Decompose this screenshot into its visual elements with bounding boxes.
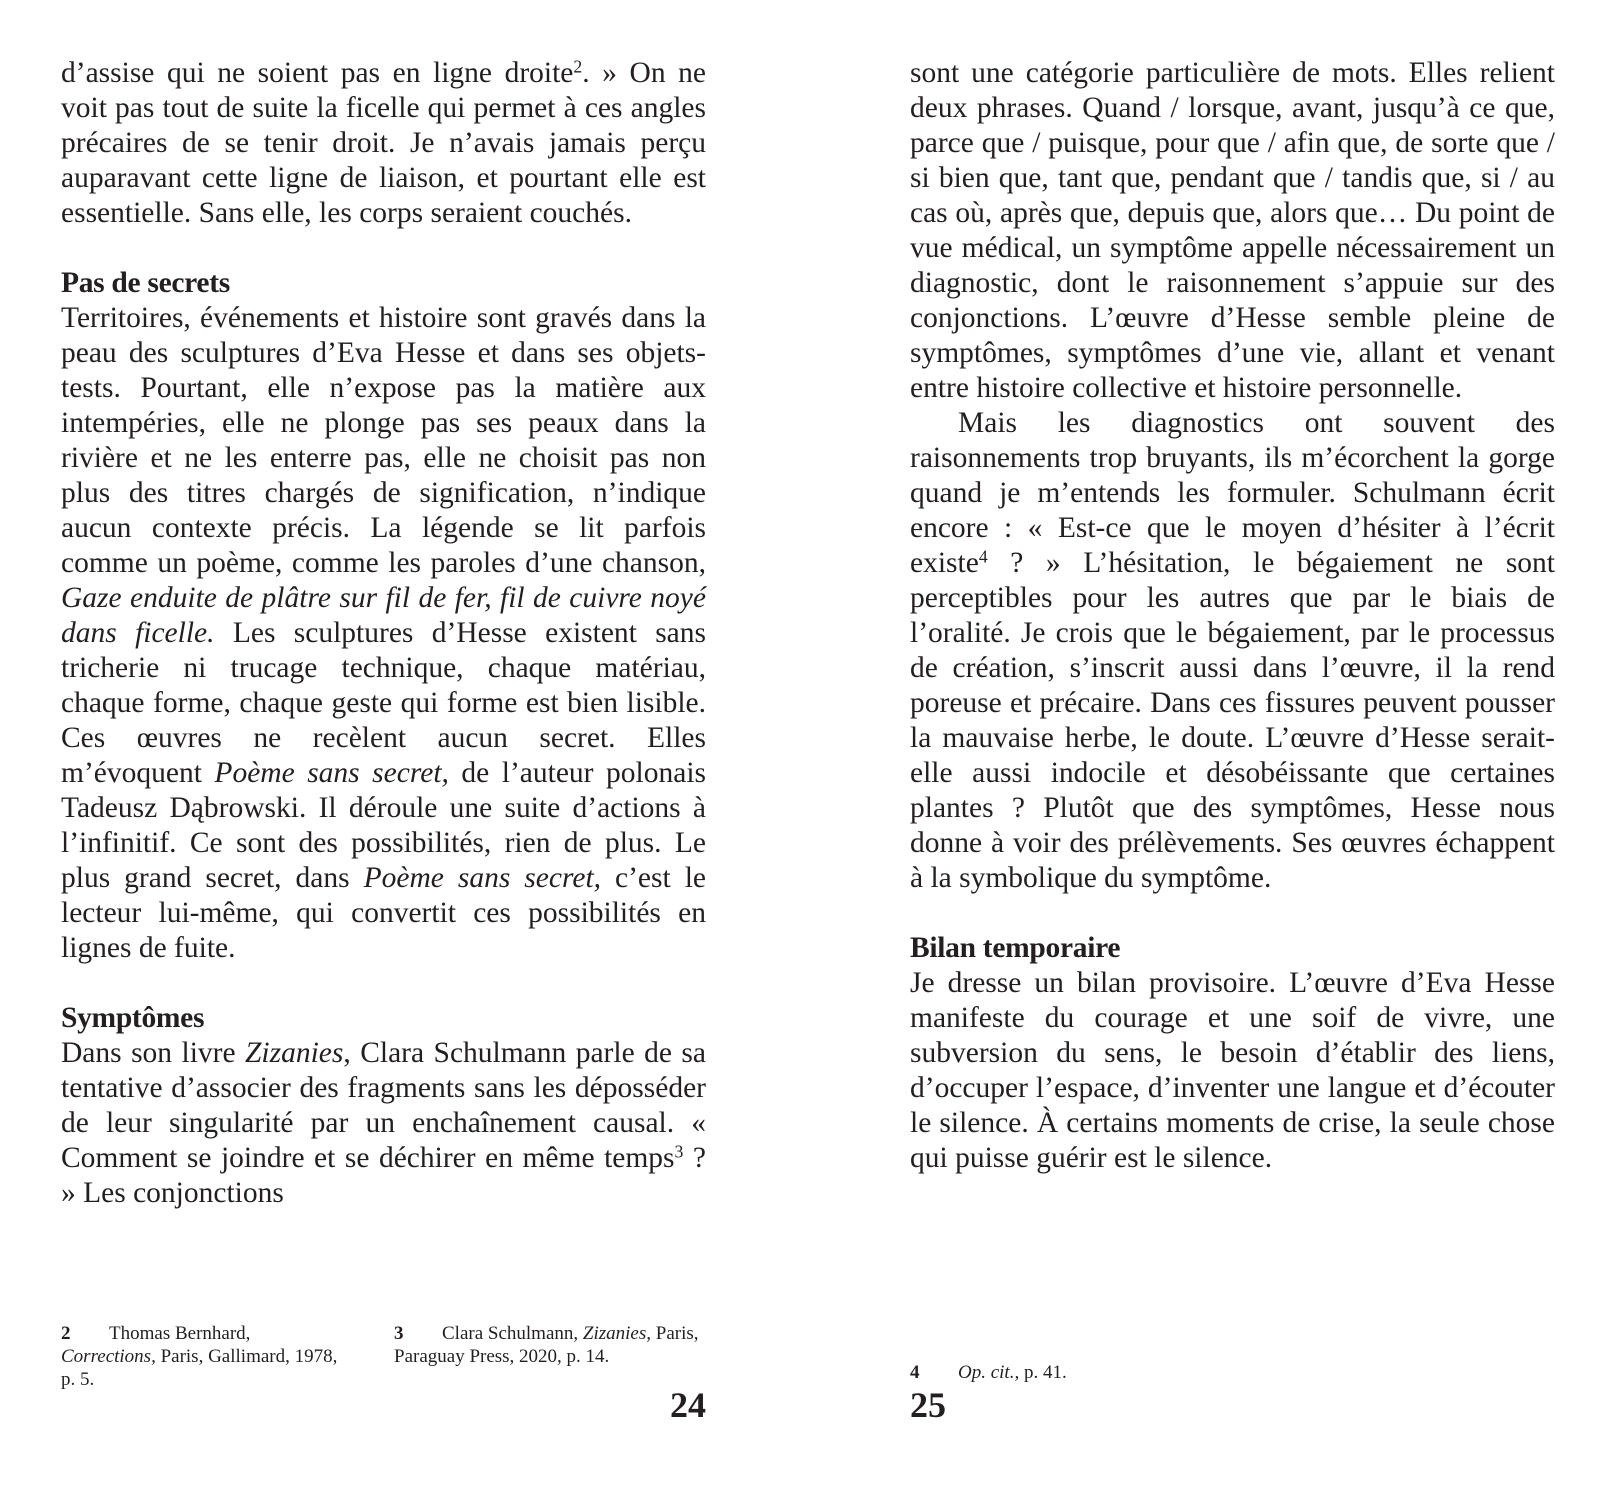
footnote-ref-4[interactable]: 4 [978, 546, 988, 567]
paragraph-conjonctions: sont une catégorie particulière de mots. Elles relient deux phrases. Quand / lorsque, avant, jusqu’à ce que, parce que / puisque, pour que / afin que, de sorte que / si bien que, tant que, pendant que / tandis que, si / au cas où, après que, depuis que, alors que… Du point de vue médical, un symptôme appelle nécessairement un diagnostic, dont le raisonnement s’appuie sur des conjonctions. L’œuvre d’Hesse semble pleine de symptômes, symptômes d’une vie, allant et venant entre histoire collective et histoire personnelle. [910, 57, 1555, 404]
footnote-4: 4 Op. cit., p. 41. [910, 1362, 1067, 1383]
paragraph-diagnostics: Mais les diagnostics ont souvent des raisonnements trop bruyants, ils m’écorchent la gorge quand je m’entends les formuler. Schulmann écrit encore : « Est-ce que le moyen d’hésiter à l’écrit existe$^4$ ? » L’hésitation, le bégaiement ne sont perceptibles pour les autres que par le biais de l’oralité. Je crois que le bégaiement, par le processus de création, s’inscrit aussi dans l’œuvre, il la rend poreuse et précaire. Dans ces fissures peuvent pousser la mauvaise herbe, le doute. L’œuvre d’Hesse serait-elle aussi indocile et désobéissante que certaines plantes ? Plutôt que des symptômes, Hesse nous donne à voir des prélèvements. Ses œuvres échappent à la symbolique du symptôme. [910, 407, 1555, 894]
right-page [910, 0, 1555, 1496]
footnote-ref-3[interactable]: 3 [674, 1141, 684, 1162]
page-number-left: 24 [670, 1385, 706, 1425]
footnote-3: 3 Clara Schulmann, Zizanies, Paris, Paraguay Press, 2020, p. 14. [394, 1323, 699, 1367]
section-heading-pas-de-secrets: Pas de secrets [61, 267, 230, 299]
paragraph-symptomes: Dans son livre Zizanies, Clara Schulmann parle de sa tentative d’associer des fragments sans les déposséder de leur singularité par un enchaînement causal. « Comment se joindre et se déchirer en même temps$^3$ ? » Les conjonctions [61, 1037, 707, 1209]
intro-paragraph: d’assise qui ne soient pas en ligne droite$^2$. » On ne voit pas tout de suite la ficelle qui permet à ces angles précaires de se tenir droit. Je n’avais jamais perçu auparavant cette ligne de liaison, et pourtant elle est essentielle. Sans elle, les corps seraient couchés. [61, 56, 706, 229]
page-number-right: 25 [910, 1385, 946, 1425]
section-heading-bilan-temporaire: Bilan temporaire [910, 932, 1121, 964]
left-page [61, 0, 706, 1496]
paragraph-pas-de-secrets: Territoires, événements et histoire sont gravés dans la peau des sculptures d’Eva Hesse et dans ses objets-tests. Pourtant, elle n’expose pas la matière aux intempéries, elle ne plonge pas ses peaux dans la rivière et ne les enterre pas, elle ne choisit pas non plus des titres chargés de signification, n’indique aucun contexte précis. La légende se lit parfois comme un poème, comme les paroles d’une chanson, Gaze enduite de plâtre sur fil de fer, fil de cuivre noyé dans ficelle. Les sculptures d’Hesse existent sans tricherie ni trucage technique, chaque matériau, chaque forme, chaque geste qui forme est bien lisible. Ces œuvres ne recèlent aucun secret. Elles m’évoquent Poème sans secret, de l’auteur polonais Tadeusz Dąbrowski. Il déroule une suite d’actions à l’infinitif. Ce sont des possibilités, rien de plus. Le plus grand secret, dans Poème sans secret, c’est le lecteur lui-même, qui convertit ces possibilités en lignes de fuite. [61, 302, 706, 964]
left-body-text [61, 56, 706, 1211]
right-body-text [910, 56, 1555, 1176]
paragraph-bilan: Je dresse un bilan provisoire. L’œuvre d’Eva Hesse manifeste du courage et une soif de vivre, une subversion du sens, le besoin d’établir des liens, d’occuper l’espace, d’inventer une langue et d’écouter le silence. À certains moments de crise, la seule chose qui puisse guérir est le silence. [910, 967, 1555, 1174]
section-heading-symptomes: Symptômes [61, 1002, 205, 1034]
footnote-2: 2 Thomas Bernhard, Corrections, Paris, Gallimard, 1978, p. 5. [61, 1323, 338, 1390]
footnote-ref-2[interactable]: 2 [573, 56, 583, 77]
